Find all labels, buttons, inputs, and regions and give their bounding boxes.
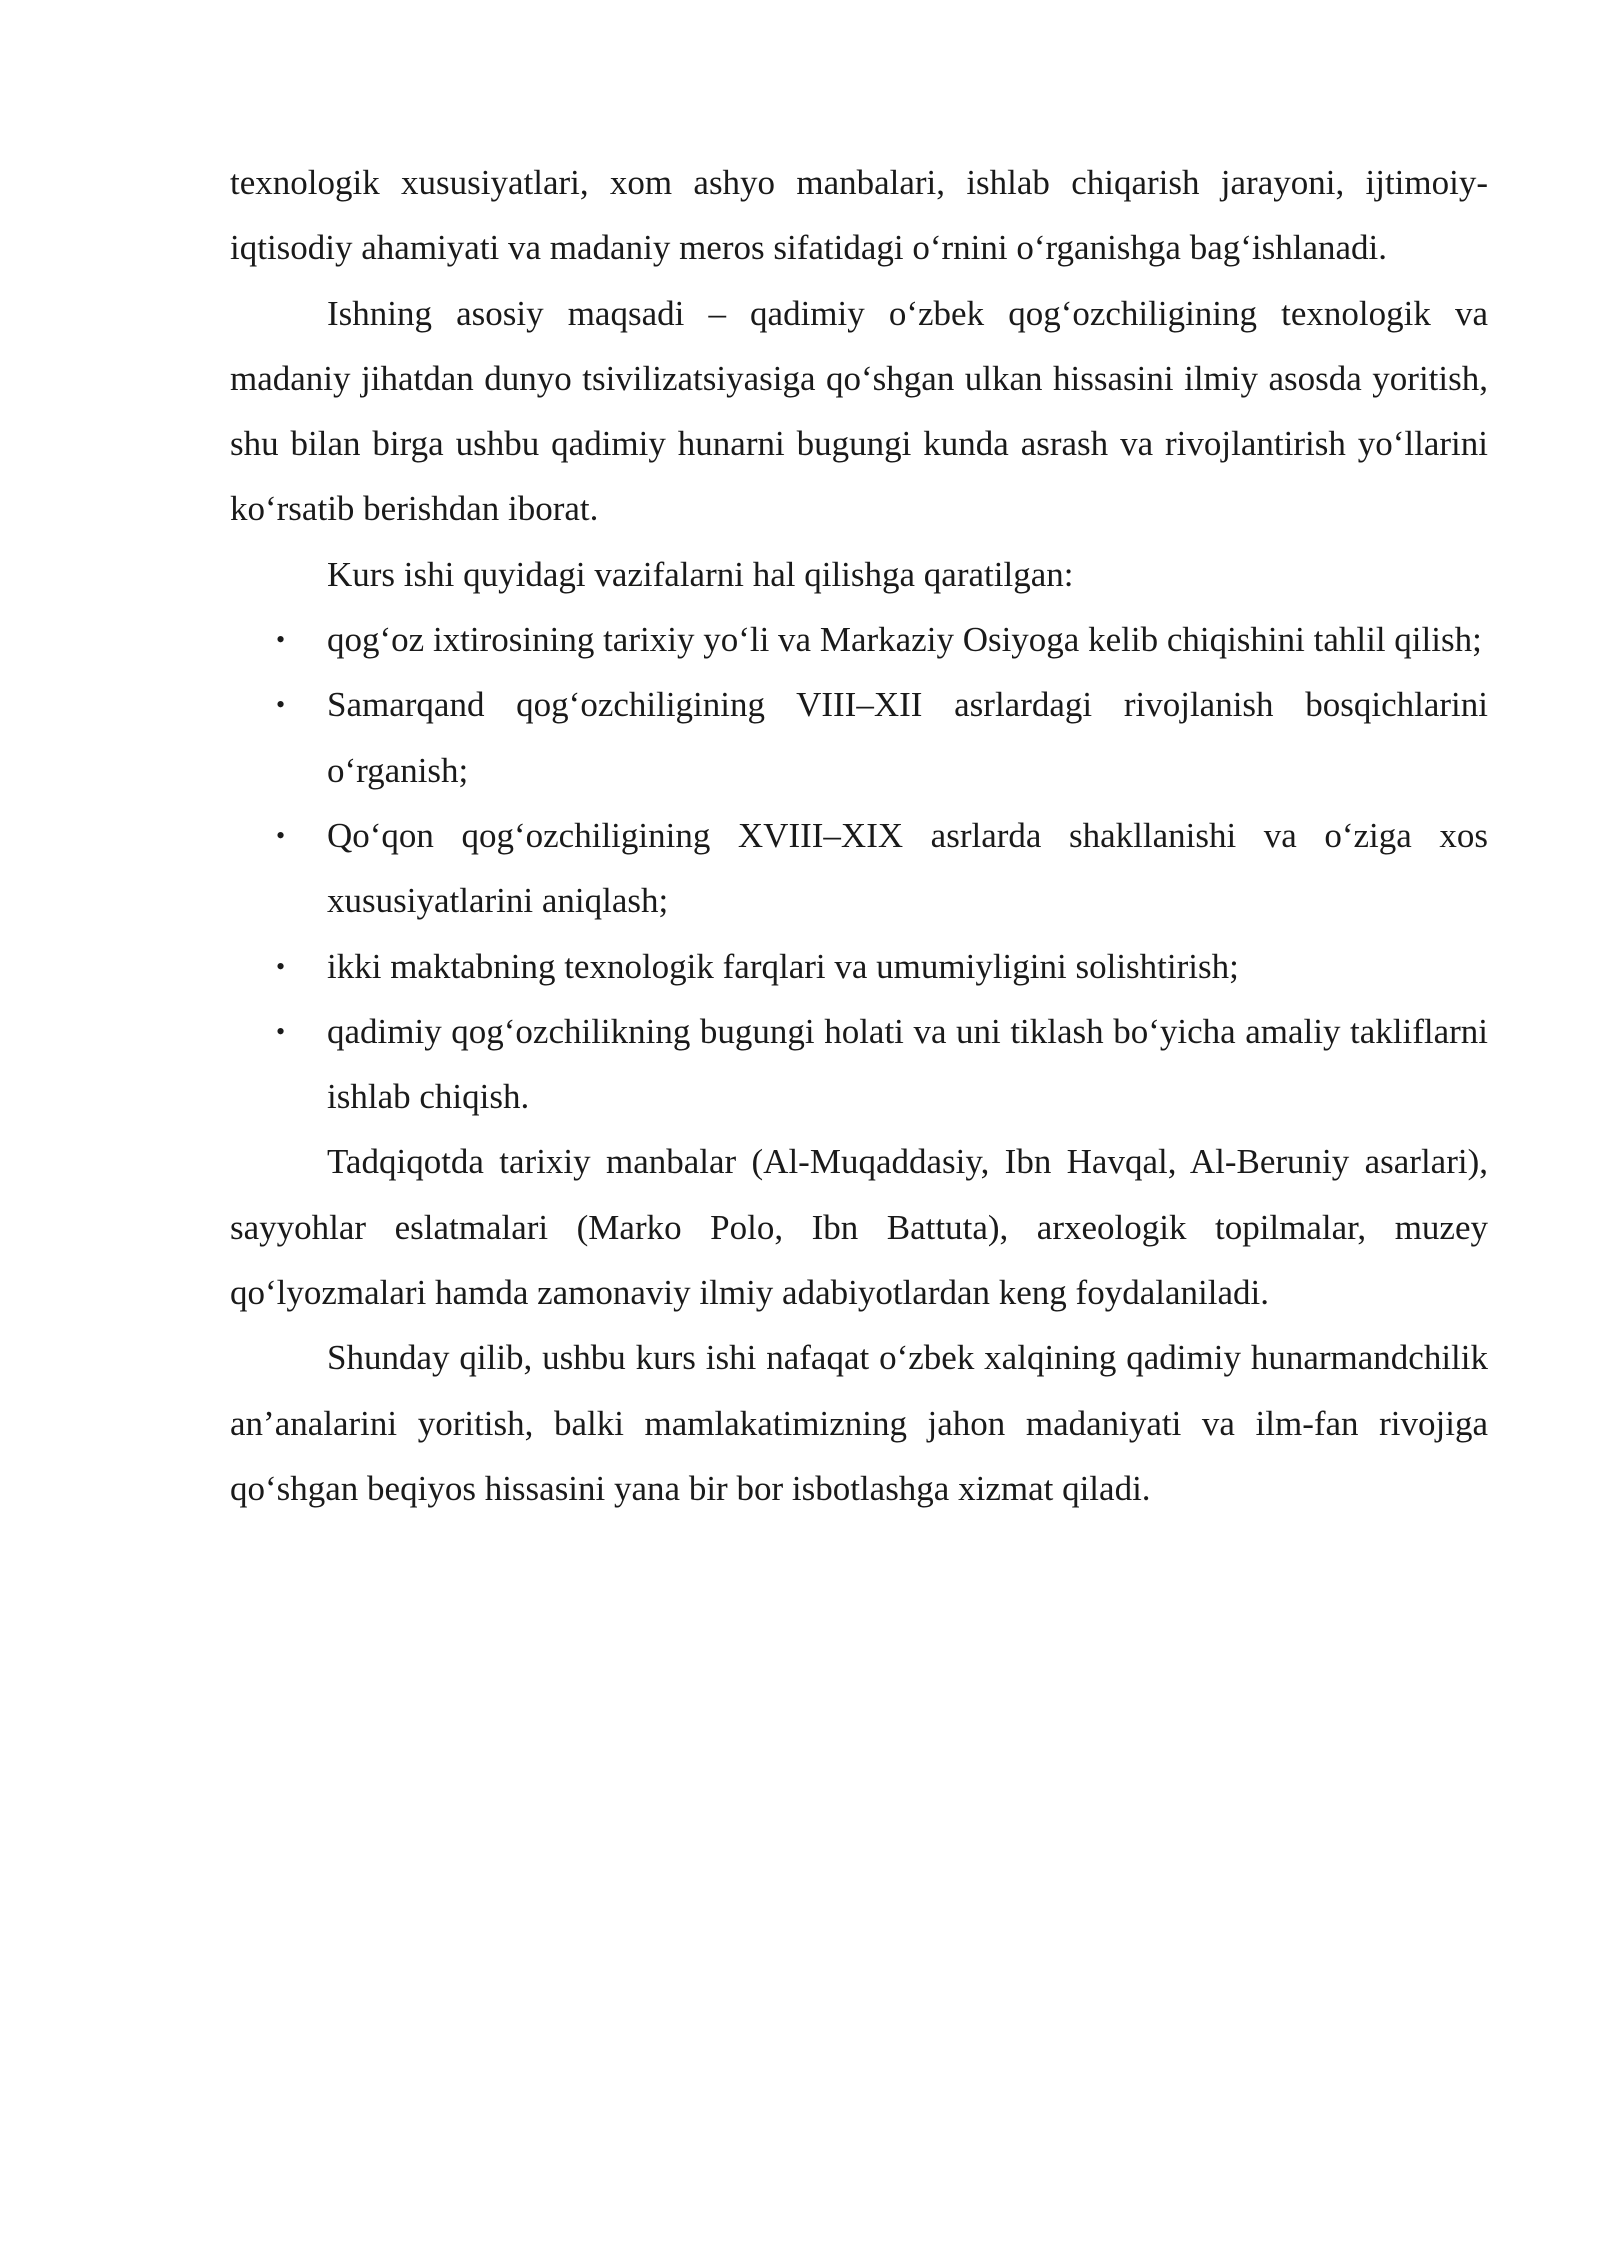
task-text: ikki maktabning texnologik farqlari va umumiyligini solishtirish; [327, 946, 1239, 986]
task-list [230, 607, 1488, 1129]
bullet-icon: • [276, 690, 286, 720]
bullet-icon: • [276, 625, 286, 655]
document-page [230, 150, 1488, 1521]
task-text: Samarqand qog‘ozchiligining VIII–XII asrlardagi rivojlanish bosqichlarini o‘rganish; [327, 685, 1488, 790]
paragraph-tasks-intro: Kurs ishi quyidagi vazifalarni hal qilishga qaratilgan: [327, 554, 1074, 594]
task-list-item [276, 672, 1488, 803]
bullet-icon: • [276, 951, 286, 981]
task-list-item [276, 999, 1488, 1130]
bullet-icon: • [276, 1016, 286, 1046]
paragraph-continuation: texnologik xususiyatlari, xom ashyo manbalari, ishlab chiqarish jarayoni, ijtimoiy-iqtisodiy ahamiyati va madaniy meros sifatidagi o‘rnini o‘rganishga bag‘ishlanadi. [230, 163, 1488, 268]
task-list-item [276, 934, 1488, 999]
paragraph-sources: Tadqiqotda tarixiy manbalar (Al-Muqaddasiy, Ibn Havqal, Al-Beruniy asarlari), sayyohlar eslatmalari (Marko Polo, Ibn Battuta), arxeologik topilmalar, muzey qo‘lyozmalari hamda zamonaviy ilmiy adabiyotlardan keng foydalaniladi. [230, 1142, 1488, 1313]
task-text: qog‘oz ixtirosining tarixiy yo‘li va Markaziy Osiyoga kelib chiqishini tahlil qilish; [327, 620, 1482, 660]
task-list-item [276, 803, 1488, 934]
bullet-icon: • [276, 820, 286, 850]
task-list-item [276, 607, 1488, 672]
paragraph-goal: Ishning asosiy maqsadi – qadimiy o‘zbek qog‘ozchiligining texnologik va madaniy jihatdan dunyo tsivilizatsiyasiga qo‘shgan ulkan hissasini ilmiy asosda yoritish, shu bilan birga ushbu qadimiy hunarni bugungi kunda asrash va rivojlantirish yo‘llarini ko‘rsatib berishdan iborat. [230, 293, 1488, 529]
task-text: qadimiy qog‘ozchilikning bugungi holati va uni tiklash bo‘yicha amaliy takliflarni ishlab chiqish. [327, 1011, 1488, 1117]
paragraph-conclusion: Shunday qilib, ushbu kurs ishi nafaqat o‘zbek xalqining qadimiy hunarmandchilik an’analarini yoritish, balki mamlakatimizning jahon madaniyati va ilm-fan rivojiga qo‘shgan beqiyos hissasini yana bir bor isbotlashga xizmat qiladi. [230, 1338, 1488, 1508]
task-text: Qo‘qon qog‘ozchiligining XVIII–XIX asrlarda shakllanishi va o‘ziga xos xususiyatlarini aniqlash; [327, 815, 1488, 921]
